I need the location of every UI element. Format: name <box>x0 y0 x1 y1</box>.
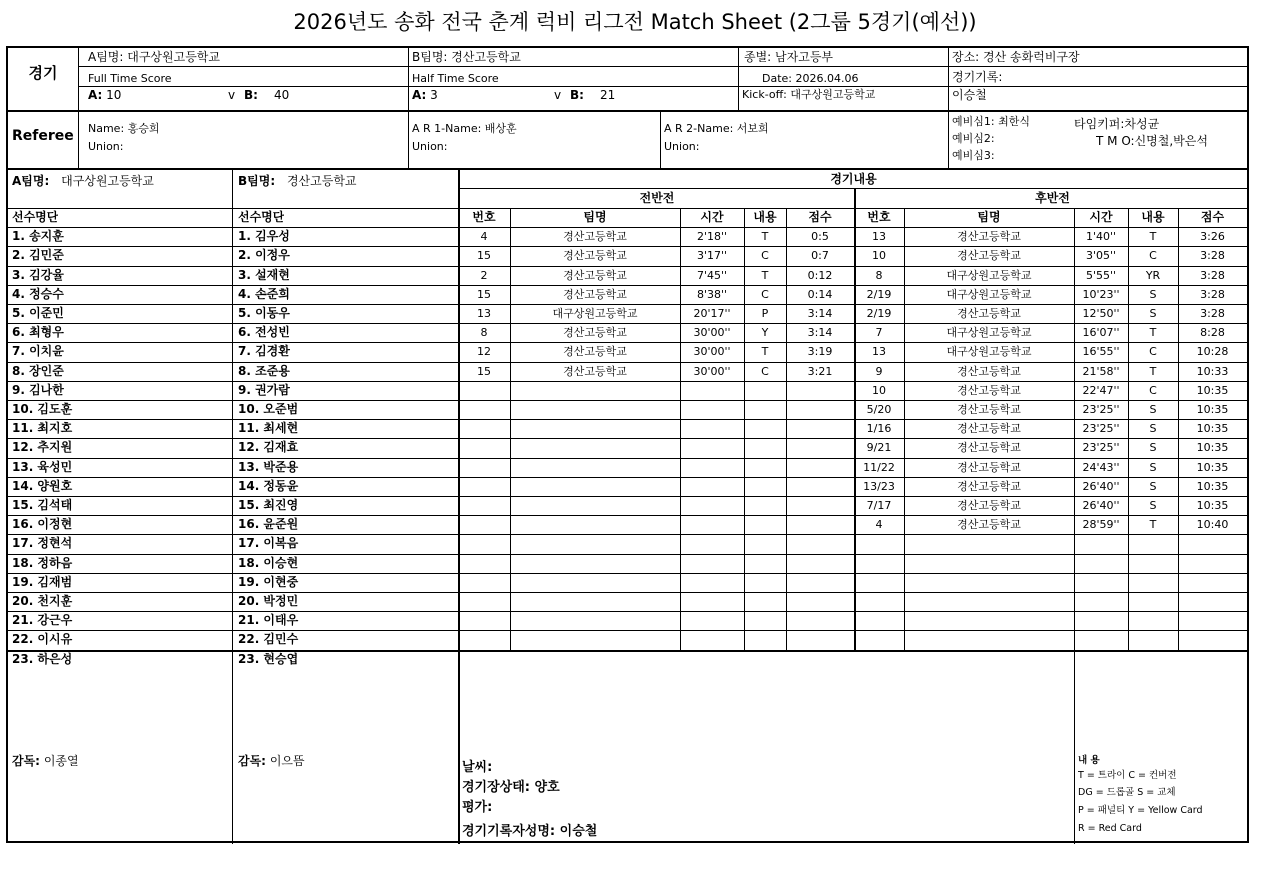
match-label: 경기 <box>28 64 58 82</box>
first-half-event-cell: 2'18'' <box>696 230 728 244</box>
first-half-header: 내용 <box>753 210 777 224</box>
second-half-header: 번호 <box>867 210 891 224</box>
referee-name: Name: 홍승희 <box>88 122 160 135</box>
grid-line <box>408 48 409 168</box>
roster-a-player: 9. 김나한 <box>12 382 64 397</box>
second-half-event-cell: 24'43'' <box>1082 460 1120 474</box>
full-time-label: Full Time Score <box>88 72 172 85</box>
second-half-event-cell: 7/17 <box>866 499 892 512</box>
second-half-header: 시간 <box>1089 210 1113 224</box>
first-half-event-cell: 30'00'' <box>693 326 731 340</box>
first-half-event-cell: 경산고등학교 <box>563 249 627 263</box>
second-half-event-cell: 28'59'' <box>1082 518 1120 532</box>
team-b-name: B팀명: 경산고등학교 <box>412 50 521 64</box>
first-half-event-cell: 3:21 <box>807 364 833 378</box>
second-half-event-cell: 경산고등학교 <box>957 383 1021 397</box>
grid-line <box>8 304 1247 305</box>
first-half-event-cell: 4 <box>480 230 488 244</box>
half-time-score <box>412 88 732 103</box>
second-half-event-cell: 7 <box>875 326 883 340</box>
second-half-event-cell: S <box>1149 479 1157 493</box>
second-half-event-cell: S <box>1149 441 1157 455</box>
second-half-event-cell: 대구상원고등학교 <box>946 345 1032 359</box>
first-half-event-cell: Y <box>761 326 769 340</box>
grid-line <box>8 573 1247 574</box>
second-half-event-cell: 22'47'' <box>1082 383 1120 397</box>
second-half-event-cell: 23'25'' <box>1082 441 1120 455</box>
second-half-event-cell: 10:35 <box>1196 422 1229 436</box>
grid-line <box>8 419 1247 420</box>
grid-line <box>8 611 1247 612</box>
first-half-event-cell: 0:5 <box>811 230 829 244</box>
second-half-event-cell: 경산고등학교 <box>957 499 1021 512</box>
second-half-event-cell: 10:28 <box>1196 345 1229 359</box>
ar2-name: A R 2-Name: 서보희 <box>664 122 769 135</box>
second-half-event-cell: S <box>1149 287 1157 301</box>
roster-b-player: 22. 김민수 <box>238 632 299 647</box>
roster-b-player: 15. 최진영 <box>238 498 299 512</box>
second-half-event-cell: 3:28 <box>1200 268 1225 282</box>
coach-a-name: 이종열 <box>43 754 79 768</box>
grid-line <box>948 48 949 168</box>
first-half-event-cell: 8 <box>480 326 488 340</box>
first-half-event-cell: T <box>761 268 769 282</box>
second-half-event-cell: 26'40'' <box>1082 499 1120 512</box>
second-half-event-cell: T <box>1149 230 1157 244</box>
roster-a-player: 8. 장인준 <box>12 363 64 378</box>
second-half-event-cell: 9/21 <box>866 441 892 455</box>
first-half-event-cell: 20'17'' <box>693 307 731 320</box>
roster-b-player: 5. 이동우 <box>238 306 290 320</box>
grid-line <box>8 400 1247 401</box>
grid-line <box>8 323 1247 324</box>
second-half-event-cell: 10:35 <box>1196 441 1229 455</box>
evaluation: 평가: <box>462 800 493 815</box>
second-half-label: 후반전 <box>1035 191 1070 205</box>
second-half-event-cell: S <box>1149 422 1157 436</box>
half-time-label: Half Time Score <box>412 72 499 85</box>
second-half-event-cell: 3'05'' <box>1085 249 1117 263</box>
first-half-event-cell: 경산고등학교 <box>563 345 627 359</box>
referee-union: Union: <box>88 140 124 153</box>
roster-b-player: 2. 이정우 <box>238 248 290 263</box>
first-half-event-cell: 경산고등학교 <box>563 326 627 340</box>
legend-line-4: R = Red Card <box>1078 823 1142 834</box>
second-half-event-cell: 경산고등학교 <box>957 422 1021 436</box>
first-half-event-cell: 대구상원고등학교 <box>552 307 638 320</box>
half-a-score: 3 <box>430 88 438 102</box>
half-a-label: A: <box>412 88 427 102</box>
second-half-event-cell: 10'23'' <box>1082 287 1120 301</box>
referee-label: Referee <box>12 128 74 144</box>
category: 종별: 남자고등부 <box>744 50 834 64</box>
first-half-header: 점수 <box>808 210 832 224</box>
roster-b-player: 16. 윤준원 <box>238 517 299 532</box>
grid-line <box>78 86 1247 87</box>
second-half-event-cell: 경산고등학교 <box>957 230 1021 244</box>
roster-a-player: 3. 김강율 <box>12 267 64 282</box>
full-time-score <box>88 88 408 103</box>
roster-b-player: 11. 최세현 <box>238 421 299 436</box>
second-half-event-cell: 10:40 <box>1196 518 1229 532</box>
roster-a-player: 2. 김민준 <box>12 248 64 263</box>
first-half-header: 시간 <box>700 210 724 224</box>
roster-a-player: 14. 양원호 <box>12 478 73 493</box>
second-half-event-cell: 2/19 <box>866 287 892 301</box>
full-b-label: B: <box>244 88 258 102</box>
roster-b-player: 4. 손준희 <box>238 286 290 301</box>
kickoff: Kick-off: 대구상원고등학교 <box>742 88 876 101</box>
first-half-event-cell: 30'00'' <box>693 364 731 378</box>
roster-a-player: 11. 최지호 <box>12 421 73 436</box>
grid-line <box>8 438 1247 439</box>
first-half-event-cell: 30'00'' <box>693 345 731 359</box>
second-half-event-cell: 5/20 <box>866 403 892 416</box>
second-half-event-cell: C <box>1149 383 1157 397</box>
roster-b-player: 14. 정동윤 <box>238 478 299 493</box>
second-half-event-cell: 10:35 <box>1196 479 1229 493</box>
first-half-event-cell: P <box>761 307 769 320</box>
half-vs: v <box>554 88 562 102</box>
second-half-event-cell: YR <box>1145 268 1161 282</box>
roster-b-player: 21. 이태우 <box>238 613 299 628</box>
grid-line <box>1074 650 1075 844</box>
grid-line <box>8 362 1247 363</box>
match-date: Date: 2026.04.06 <box>762 72 859 85</box>
second-half-header: 팀명 <box>977 210 1001 224</box>
timekeeper: 타임키퍼:차성균 <box>1074 117 1160 131</box>
second-half-event-cell: 10:35 <box>1196 383 1229 397</box>
grid-line <box>8 515 1247 516</box>
first-half-event-cell: 8'38'' <box>696 287 728 301</box>
first-half-header: 번호 <box>472 210 496 224</box>
second-half-event-cell: S <box>1149 460 1157 474</box>
full-a-label: A: <box>88 88 103 102</box>
coach-a <box>12 754 79 769</box>
first-half-header: 팀명 <box>583 210 607 224</box>
full-vs: v <box>228 88 236 102</box>
recorder-signature: 경기기록자성명: 이승철 <box>462 824 598 839</box>
second-half-event-cell: 13 <box>872 345 886 359</box>
second-half-event-cell: 9 <box>875 364 883 378</box>
roster-b-player: 18. 이승현 <box>238 555 299 570</box>
second-half-event-cell: 5'55'' <box>1085 268 1117 282</box>
roster-b-player: 17. 이복음 <box>238 536 299 551</box>
roster-b-player: 13. 박준용 <box>238 459 299 474</box>
second-half-event-cell: 4 <box>875 518 883 532</box>
second-half-event-cell: 경산고등학교 <box>957 460 1021 474</box>
roster-a-player: 19. 김재범 <box>12 574 73 589</box>
grid-line <box>738 48 739 110</box>
second-half-event-cell: 26'40'' <box>1082 479 1120 493</box>
roster-b-player: 23. 현승엽 <box>238 651 299 666</box>
second-half-event-cell: 10 <box>872 383 886 397</box>
team-a-name: A팀명: 대구상원고등학교 <box>88 50 220 64</box>
first-half-event-cell: 0:12 <box>807 268 833 282</box>
second-half-event-cell: 10:35 <box>1196 403 1229 416</box>
second-half-event-cell: 대구상원고등학교 <box>946 268 1032 282</box>
first-half-event-cell: 13 <box>477 307 491 320</box>
second-half-event-cell: 1/16 <box>866 422 892 436</box>
legend-title: 내 용 <box>1078 755 1100 766</box>
second-half-event-cell: 경산고등학교 <box>957 403 1021 416</box>
second-half-event-cell: 경산고등학교 <box>957 249 1021 263</box>
second-half-event-cell: 3:28 <box>1200 287 1225 301</box>
first-half-event-cell: 15 <box>477 287 491 301</box>
first-half-label: 전반전 <box>639 191 675 205</box>
half-b-score: 21 <box>600 88 616 102</box>
roster-a-player: 12. 추지원 <box>12 440 73 455</box>
roster-b-column-header: 선수명단 <box>238 210 285 224</box>
roster-b-player: 19. 이현중 <box>238 574 299 589</box>
coach-b <box>238 754 305 769</box>
first-half-event-cell: 0:7 <box>811 249 829 263</box>
roster-a-label: A팀명: <box>12 174 50 188</box>
second-half-event-cell: 16'07'' <box>1082 326 1120 340</box>
coach-b-name: 이으뜸 <box>269 754 305 768</box>
second-half-event-cell: 10:35 <box>1196 460 1229 474</box>
grid-line <box>8 208 1247 209</box>
coach-a-label: 감독: <box>12 754 40 768</box>
roster-b-player: 7. 김경환 <box>238 344 290 359</box>
reserve-referee-1: 예비심1: 최한식 <box>952 115 1030 128</box>
first-half-event-cell: 경산고등학교 <box>563 287 627 301</box>
grid-line <box>8 342 1247 343</box>
second-half-event-cell: 3:28 <box>1200 307 1225 320</box>
second-half-event-cell: 8 <box>875 268 883 282</box>
roster-a-player: 7. 이치윤 <box>12 344 64 359</box>
ar1-union: Union: <box>412 140 448 153</box>
grid-line <box>8 630 1247 631</box>
legend-line-1: T = 트라이 C = 컨버전 <box>1078 770 1177 781</box>
roster-b-player: 9. 권가람 <box>238 382 290 397</box>
second-half-event-cell: 경산고등학교 <box>957 518 1021 532</box>
second-half-event-cell: 13 <box>872 230 886 244</box>
second-half-event-cell: C <box>1149 345 1157 359</box>
roster-a-team: 대구상원고등학교 <box>61 174 154 188</box>
grid-line <box>78 66 1247 67</box>
roster-a-player: 13. 육성민 <box>12 459 73 474</box>
grid-line <box>8 246 1247 247</box>
roster-a-player: 23. 하은성 <box>12 651 73 666</box>
first-half-event-cell: C <box>761 249 769 263</box>
second-half-event-cell: 3:28 <box>1200 249 1225 263</box>
second-half-event-cell: S <box>1149 403 1157 416</box>
second-half-header: 점수 <box>1200 210 1225 224</box>
first-half-event-cell: 7'45'' <box>696 268 728 282</box>
grid-line <box>8 227 1247 228</box>
first-half-event-cell: 경산고등학교 <box>563 230 627 244</box>
reserve-referee-3: 예비심3: <box>952 149 995 162</box>
coach-b-label: 감독: <box>238 754 266 768</box>
first-half-event-cell: 3:14 <box>807 307 833 320</box>
half-b-label: B: <box>570 88 584 102</box>
second-half-event-cell: 경산고등학교 <box>957 364 1021 378</box>
first-half-event-cell: 2 <box>480 268 488 282</box>
roster-a-player: 1. 송지훈 <box>12 229 64 244</box>
second-half-event-cell: S <box>1149 499 1157 512</box>
second-half-header: 내용 <box>1141 210 1165 224</box>
first-half-event-cell: 0:14 <box>807 287 833 301</box>
second-half-event-cell: 12'50'' <box>1082 307 1120 320</box>
second-half-event-cell: 10:35 <box>1196 499 1229 512</box>
ar1-name: A R 1-Name: 배상훈 <box>412 122 517 135</box>
first-half-event-cell: T <box>761 345 769 359</box>
second-half-event-cell: 13/23 <box>863 479 895 493</box>
grid-line <box>8 110 1247 112</box>
second-half-event-cell: 8:28 <box>1200 326 1225 340</box>
second-half-event-cell: 1'40'' <box>1085 230 1117 244</box>
second-half-event-cell: 대구상원고등학교 <box>946 287 1032 301</box>
first-half-event-cell: C <box>761 287 769 301</box>
second-half-event-cell: T <box>1149 518 1157 532</box>
first-half-event-cell: 15 <box>477 249 491 263</box>
second-half-event-cell: 11/22 <box>863 460 895 474</box>
recorder-name: 이승철 <box>952 88 987 102</box>
first-half-event-cell: C <box>761 364 769 378</box>
second-half-event-cell: 경산고등학교 <box>957 479 1021 493</box>
second-half-event-cell: C <box>1149 249 1157 263</box>
second-half-event-cell: T <box>1149 326 1157 340</box>
match-sheet <box>6 46 1249 843</box>
venue: 장소: 경산 송화럭비구장 <box>952 50 1080 64</box>
roster-a-player: 6. 최형우 <box>12 325 64 340</box>
legend-line-2: DG = 드롭골 S = 교체 <box>1078 787 1176 798</box>
second-half-event-cell: 23'25'' <box>1082 403 1120 416</box>
full-a-score: 10 <box>106 88 122 102</box>
first-half-event-cell: 12 <box>477 345 491 359</box>
weather: 날씨: <box>462 760 493 775</box>
grid-line <box>660 110 661 168</box>
second-half-event-cell: 경산고등학교 <box>957 307 1021 320</box>
roster-b-team: 경산고등학교 <box>286 174 357 188</box>
grid-line <box>8 554 1247 555</box>
roster-a-player: 22. 이시유 <box>12 632 73 647</box>
roster-a-player: 4. 정승수 <box>12 286 64 301</box>
grid-line <box>458 188 1247 189</box>
record-label: 경기기록: <box>952 70 1003 84</box>
roster-a-player: 5. 이준민 <box>12 306 64 320</box>
reserve-referee-2: 예비심2: <box>952 132 995 145</box>
ar2-union: Union: <box>664 140 700 153</box>
second-half-event-cell: T <box>1149 364 1157 378</box>
grid-line <box>8 496 1247 497</box>
grid-line <box>8 534 1247 535</box>
second-half-event-cell: 대구상원고등학교 <box>946 326 1032 340</box>
roster-b-player: 20. 박정민 <box>238 594 299 608</box>
legend-line-3: P = 패널티 Y = Yellow Card <box>1078 805 1203 816</box>
second-half-event-cell: 경산고등학교 <box>957 441 1021 455</box>
roster-a-player: 20. 천지훈 <box>12 594 73 608</box>
grid-line <box>232 168 233 844</box>
tmo: T M O:신명철,박은석 <box>1096 134 1208 148</box>
first-half-event-cell: 경산고등학교 <box>563 268 627 282</box>
full-b-score: 40 <box>274 88 290 102</box>
first-half-event-cell: 15 <box>477 364 491 378</box>
roster-a-column-header: 선수명단 <box>12 210 59 224</box>
field-condition: 경기장상태: 양호 <box>462 780 560 795</box>
second-half-event-cell: 16'55'' <box>1082 345 1120 359</box>
second-half-event-cell: 21'58'' <box>1082 364 1120 378</box>
second-half-event-cell: 10:33 <box>1196 364 1229 378</box>
roster-a-player: 10. 김도훈 <box>12 402 73 416</box>
events-title: 경기내용 <box>830 172 877 186</box>
roster-a-player: 18. 정하음 <box>12 555 73 570</box>
grid-line <box>8 458 1247 459</box>
second-half-event-cell: S <box>1149 307 1157 320</box>
roster-b-player: 3. 설재현 <box>238 267 290 282</box>
second-half-event-cell: 3:26 <box>1200 230 1225 244</box>
second-half-event-cell: 10 <box>872 249 886 263</box>
second-half-event-cell: 2/19 <box>866 307 892 320</box>
roster-b-player: 1. 김우성 <box>238 229 290 244</box>
roster-a-header <box>12 174 154 189</box>
grid-line <box>8 168 1247 170</box>
grid-line <box>8 592 1247 593</box>
roster-b-header <box>238 174 357 189</box>
grid-line <box>78 48 79 168</box>
roster-a-player: 17. 정현석 <box>12 536 73 551</box>
roster-a-player: 21. 강근우 <box>12 613 73 628</box>
first-half-event-cell: 3:14 <box>807 326 833 340</box>
roster-b-player: 12. 김재효 <box>238 440 299 455</box>
second-half-event-cell: 23'25'' <box>1082 422 1120 436</box>
page-title: 2026년도 송화 전국 춘계 럭비 리그전 Match Sheet (2그룹 5경기(예선)) <box>293 10 977 34</box>
roster-b-player: 6. 전성빈 <box>238 325 290 340</box>
roster-a-player: 15. 김석태 <box>12 498 73 512</box>
first-half-event-cell: 3'17'' <box>696 249 728 263</box>
first-half-event-cell: 3:19 <box>807 345 833 359</box>
roster-b-label: B팀명: <box>238 174 276 188</box>
grid-line <box>8 477 1247 478</box>
grid-line <box>8 285 1247 286</box>
roster-b-player: 8. 조준용 <box>238 363 290 378</box>
roster-a-player: 16. 이정현 <box>12 517 73 532</box>
first-half-event-cell: T <box>761 230 769 244</box>
first-half-event-cell: 경산고등학교 <box>563 364 627 378</box>
grid-line <box>8 266 1247 267</box>
grid-line <box>8 381 1247 382</box>
roster-b-player: 10. 오준범 <box>238 402 299 416</box>
